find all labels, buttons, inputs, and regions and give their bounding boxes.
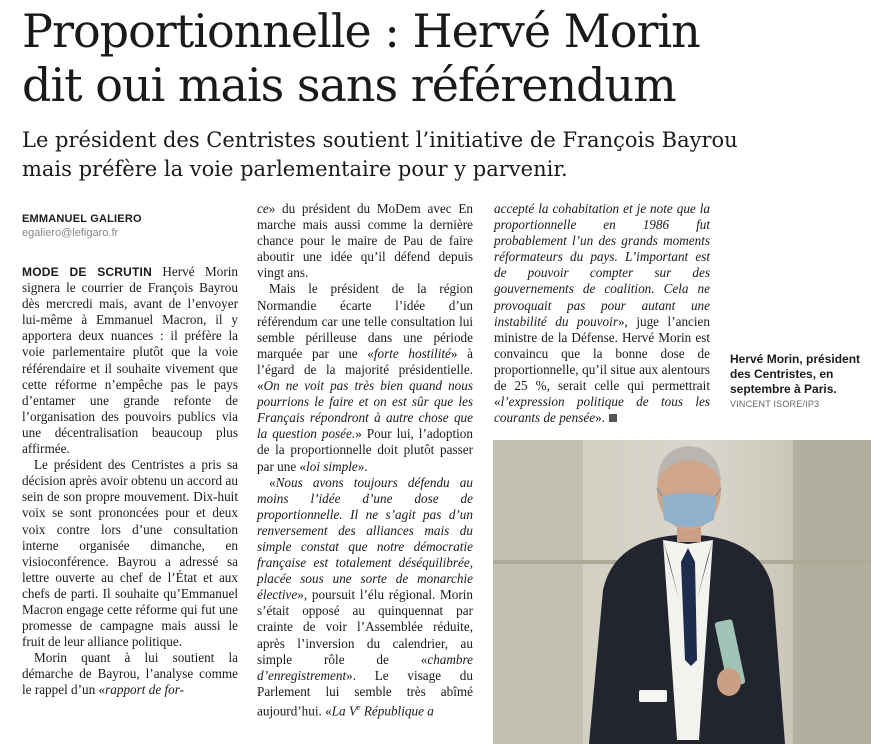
article-column-1 — [22, 264, 238, 699]
photo-caption — [730, 352, 870, 409]
standfirst-line-2: mais préfère la voie parlementaire pour y parvenir. — [22, 157, 568, 181]
paragraph: ce» du président du MoDem avec En marche mais aussi comme la dernière chance pour le maire de Pau de faire aboutir une idée qu’il défend depuis vingt ans. — [257, 201, 473, 281]
headline — [22, 4, 852, 112]
portrait-photo — [493, 440, 871, 744]
byline — [22, 212, 242, 240]
author-email[interactable]: egaliero@lefigaro.fr — [22, 227, 119, 239]
photo-illustration — [493, 440, 871, 744]
author-name: EMMANUEL GALIERO — [22, 213, 142, 225]
paragraph: Le président des Centristes a pris sa décision après avoir obtenu un accord au sein de son propre mouvement. Dix-huit voix se sont prononcées pour et deux voix contre lors d’une consultation interne organisée dimanche, en visioconférence. Bayrou a adressé sa lettre ouverte au chef de l’État et aux chefs de parti. Il souhaite qu’Emmanuel Macron engage cette réforme qui fut une promesse de campagne mais aussi le fruit de leur alliance politique. — [22, 457, 238, 650]
end-of-article-square-icon — [609, 414, 617, 422]
standfirst-line-1: Le président des Centristes soutient l’initiative de François Bayrou — [22, 128, 738, 152]
paragraph: «Nous avons toujours défendu au moins l’idée d’une dose de proportionnelle. Il ne s’agit pas d’un renversement des alliances mais du simple constat que notre démocratie française est totalement déséquilibrée, placée sous une sorte de monarchie élective», poursuit l’élu régional. Morin s’était opposé au quinquennat par crainte de voir l’Assemblée réduite, après l’inversion du calendrier, au simple rôle de «chambre d’enregistrement». Le visage du Parlement lui semble très abîmé aujourd’hui. «La Ve République a — [257, 474, 473, 719]
photo-credit: VINCENT ISORE/IP3 — [730, 399, 820, 409]
standfirst — [22, 126, 852, 184]
quote: accepté la cohabitation et je note que la proportionnelle en 1986 fut probablement l’un des grands moments réformateurs du pays. L’important est de pouvoir compter sur des gouvernements de coalition. Cela ne provoquait pas pour autant une instabilité du pouvoir — [494, 201, 710, 329]
quote: On ne voit pas très bien quand nous pourrions le faire et on est sûr que les Français répondront à autre chose que la question posée. — [257, 378, 473, 442]
section-kicker: MODE DE SCRUTIN — [22, 265, 152, 279]
paragraph: Mais le président de la région Normandie écarte l’idée d’un référendum car une telle consultation lui semble périlleuse dans une période marquée par une «forte hostilité» à l’égard de la majorité présidentielle. «On ne voit pas très bien quand nous pourrions le faire et on est sûr que les Français répondront à autre chose que la question posée.» Pour lui, l’adoption de la proportionnelle doit plutôt passer par une «loi simple». — [257, 281, 474, 474]
article-column-2 — [257, 201, 473, 719]
paragraph: MODE DE SCRUTIN Hervé Morin signera le courrier de François Bayrou dès mercredi mais, avant de l’envoyer lui-même à Emmanuel Macron, il y apportera deux nuances : il préfère la voie parlementaire plutôt que la voie référendaire et il souhaite vivement que cette réforme n’empêche pas le pays d’entamer une grande refonte de l’organisation des pouvoirs publics via une décentralisation beaucoup plus affirmée. — [22, 264, 239, 457]
headline-line-2: dit oui mais sans référendum — [22, 58, 676, 112]
paragraph: accepté la cohabitation et je note que la proportionnelle en 1986 fut probablement l’un des grands moments réformateurs du pays. L’important est de pouvoir compter sur des gouvernements de coalition. Cela ne provoquait pas pour autant une instabilité du pouvoir», juge l’ancien ministre de la Défense. Hervé Morin est convaincu que la bonne dose de proportionnelle, qu’il situe aux alentours de 25 %, serait celle qui permettrait «l’expression politique de tous les courants de pensée». — [494, 201, 710, 426]
paragraph: Morin quant à lui soutient la démarche de Bayrou, l’analyse comme le rappel d’un «rapport de for- — [22, 650, 238, 698]
headline-line-1: Proportionnelle : Hervé Morin — [22, 4, 700, 58]
caption-text: Hervé Morin, président des Centristes, en septembre à Paris. — [730, 352, 861, 396]
article-column-3 — [494, 201, 710, 426]
quote: Nous avons toujours défendu au moins l’idée d’une dose de proportionnelle. Il ne s’agit pas d’un renversement des alliances mais du simple constat que notre démocratie française est totalement déséquilibrée, placée sous une sorte de monarchie élective — [257, 474, 473, 603]
